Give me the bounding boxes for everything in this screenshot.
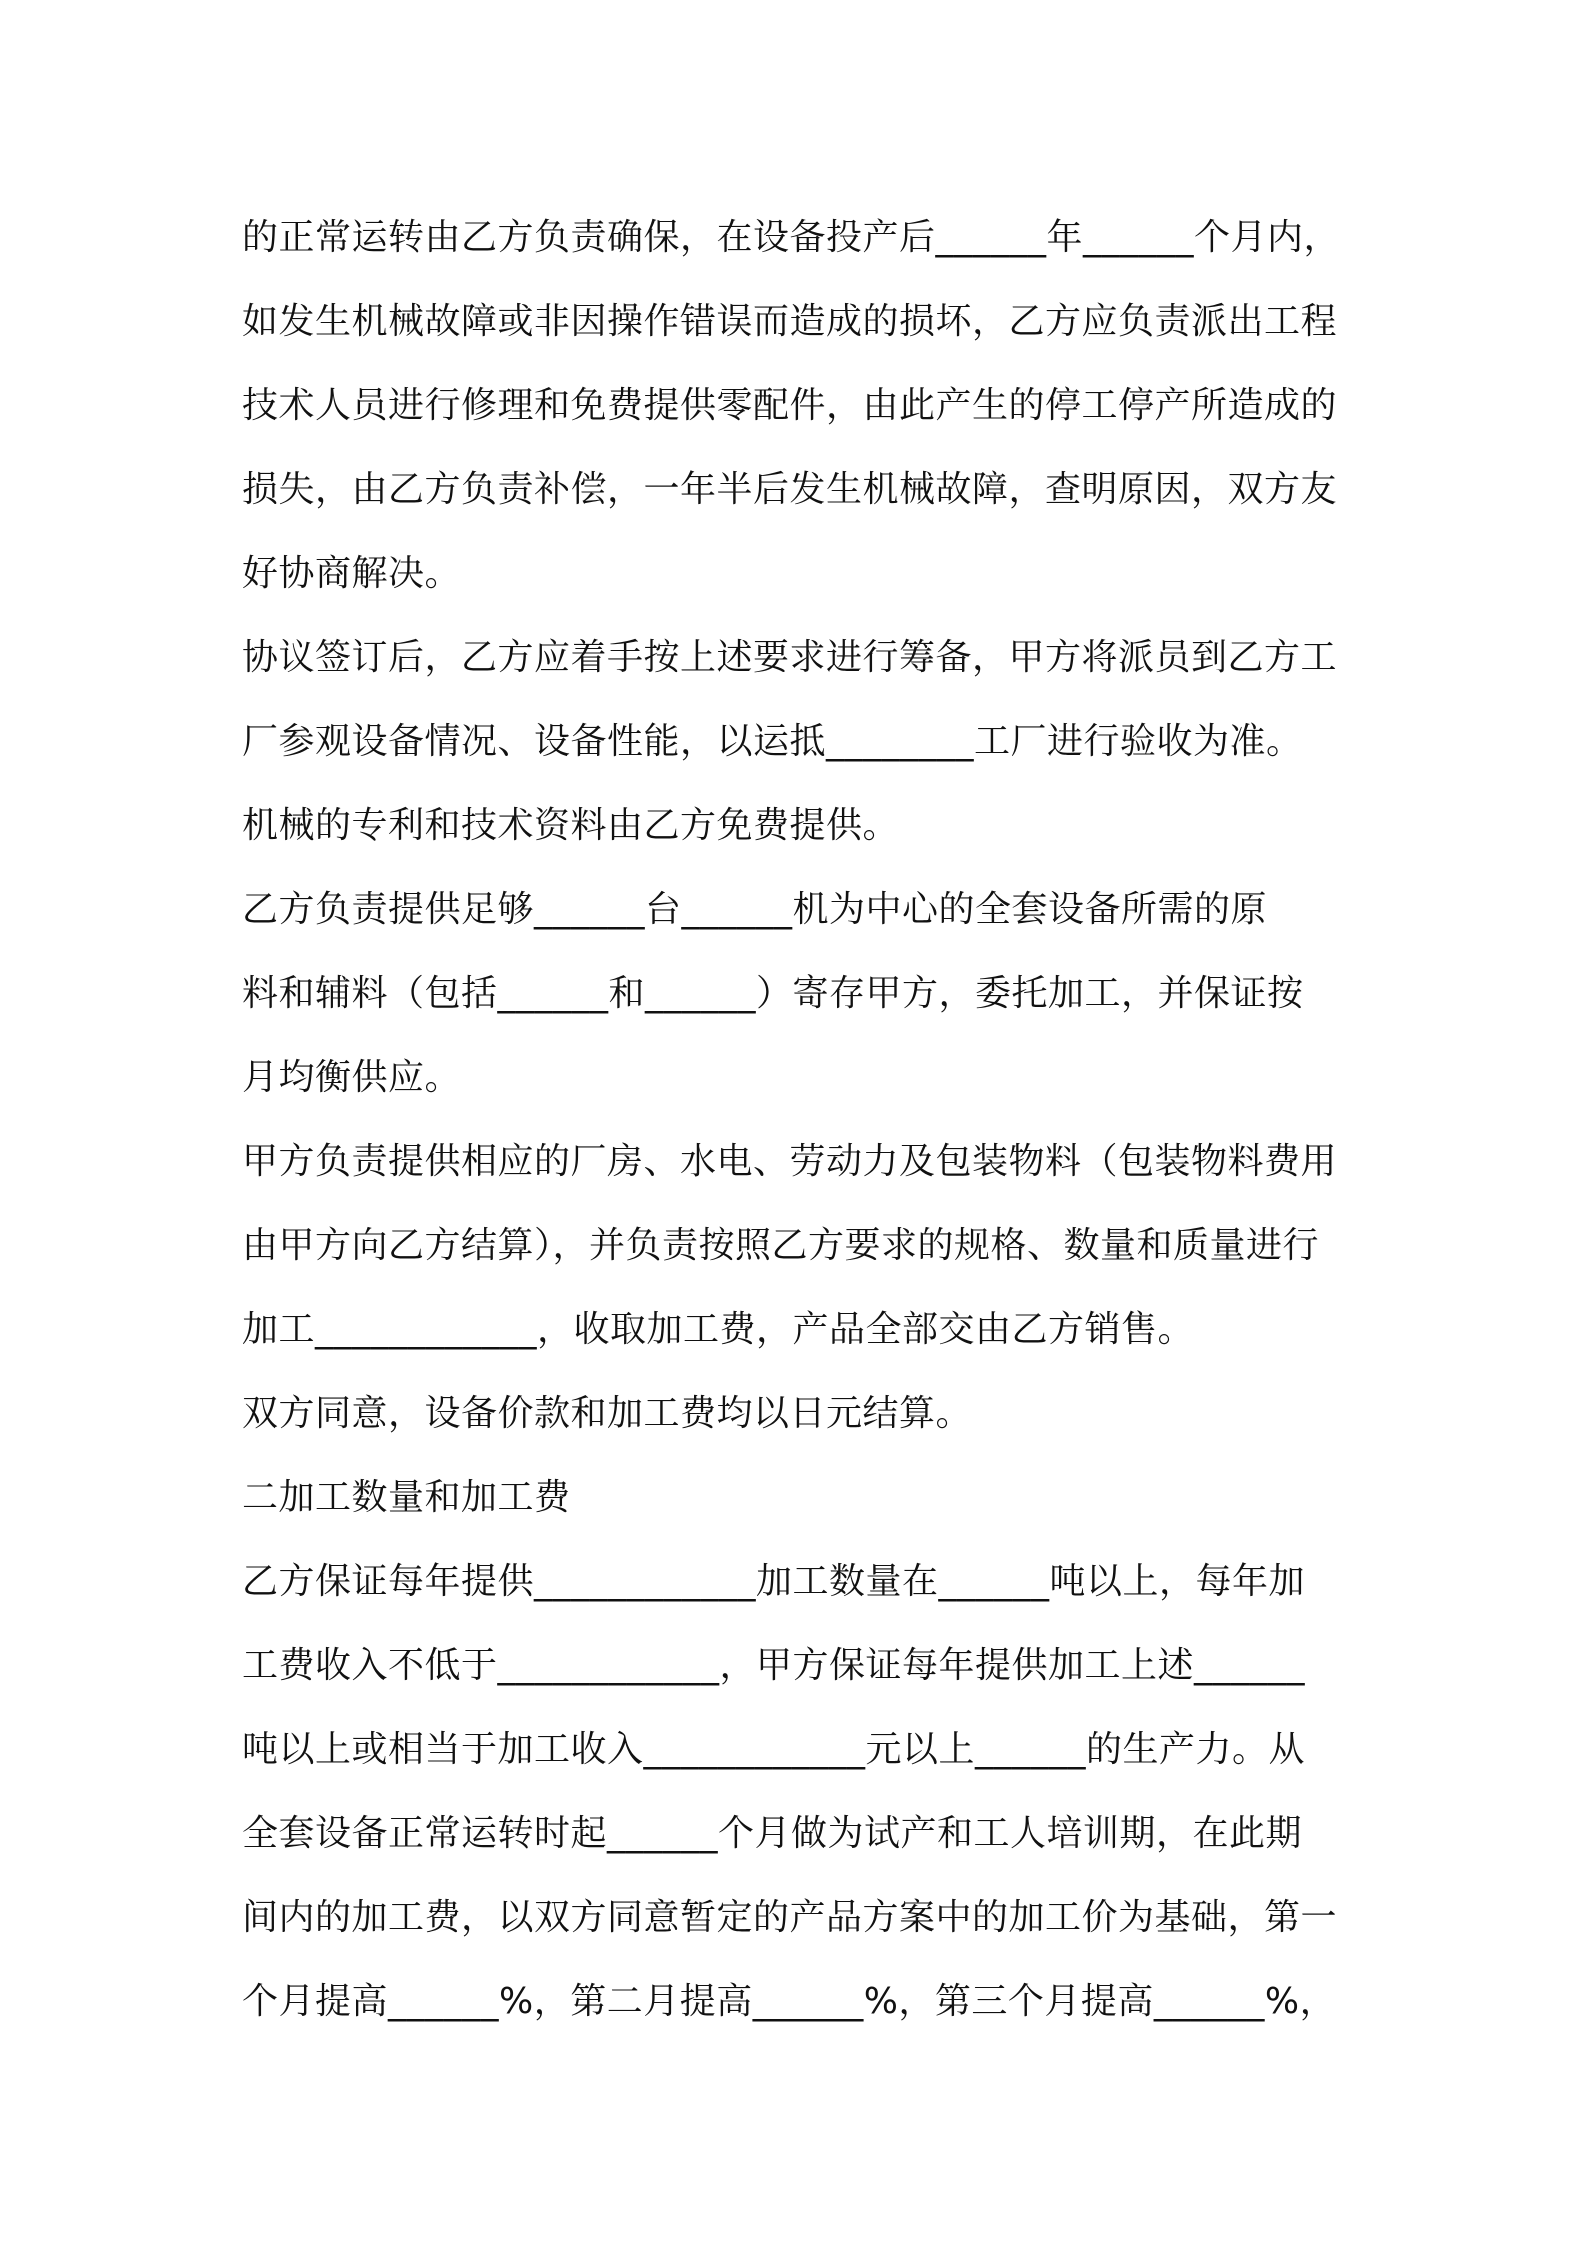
text-line: 技术人员进行修理和免费提供零配件，由此产生的停工停产所造成的 <box>242 385 1338 426</box>
text-line: 加工____________，收取加工费，产品全部交由乙方销售。 <box>242 1309 1195 1350</box>
document-body <box>242 196 1362 2044</box>
text-line: 个月提高______%，第二月提高______%，第三个月提高______%， <box>242 1981 1337 2022</box>
text-line: 甲方负责提供相应的厂房、水电、劳动力及包装物料（包装物料费用 <box>242 1141 1338 1182</box>
text-line: 乙方保证每年提供____________加工数量在______吨以上，每年加 <box>242 1561 1306 1602</box>
text-line: 好协商解决。 <box>242 553 462 594</box>
text-line: 由甲方向乙方结算），并负责按照乙方要求的规格、数量和质量进行 <box>242 1225 1320 1266</box>
text-line: 厂参观设备情况、设备性能，以运抵________工厂进行验收为准。 <box>242 721 1303 762</box>
text-line: 吨以上或相当于加工收入____________元以上______的生产力。从 <box>242 1729 1306 1770</box>
text-line: 料和辅料（包括______和______）寄存甲方，委托加工，并保证按 <box>242 973 1304 1014</box>
text-line: 工费收入不低于____________，甲方保证每年提供加工上述______ <box>242 1645 1306 1686</box>
text-line: 全套设备正常运转时起______个月做为试产和工人培训期，在此期 <box>242 1813 1303 1854</box>
text-line: 乙方负责提供足够______台______机为中心的全套设备所需的原 <box>242 889 1268 930</box>
section-heading: 二加工数量和加工费 <box>242 1477 571 1518</box>
text-line: 双方同意，设备价款和加工费均以日元结算。 <box>242 1393 973 1434</box>
text-line: 损失，由乙方负责补偿，一年半后发生机械故障，查明原因，双方友 <box>242 469 1338 510</box>
text-line: 月均衡供应。 <box>242 1057 462 1098</box>
text-line: 协议签订后，乙方应着手按上述要求进行筹备，甲方将派员到乙方工 <box>242 637 1338 678</box>
text-line: 机械的专利和技术资料由乙方免费提供。 <box>242 805 900 846</box>
text-line: 如发生机械故障或非因操作错误而造成的损坏，乙方应负责派出工程 <box>242 301 1338 342</box>
text-line: 的正常运转由乙方负责确保，在设备投产后______年______个月内， <box>242 217 1341 258</box>
text-line: 间内的加工费，以双方同意暂定的产品方案中的加工价为基础，第一 <box>242 1897 1338 1938</box>
